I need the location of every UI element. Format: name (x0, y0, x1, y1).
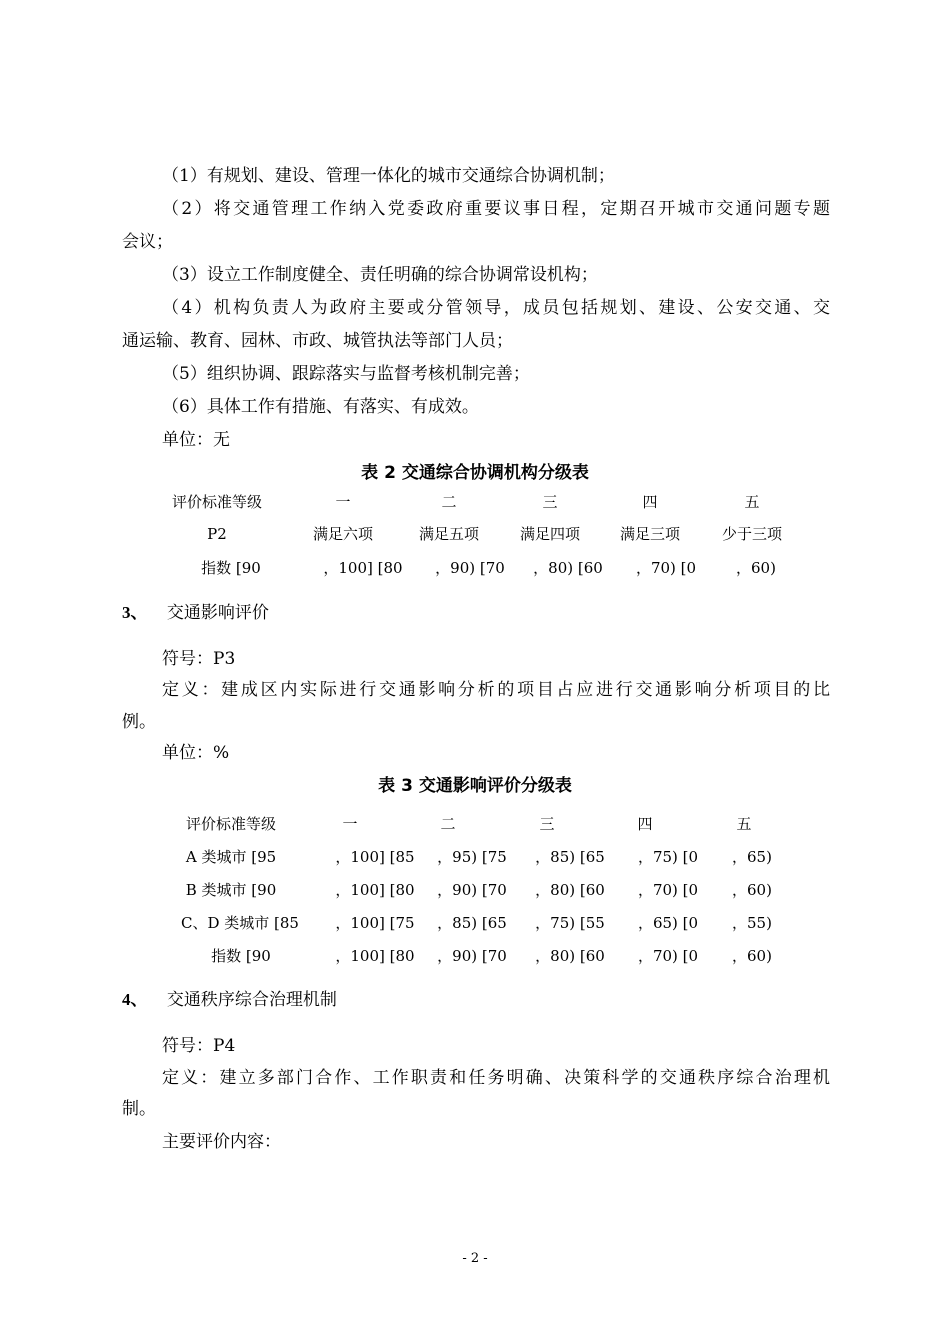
list-item-2: （2）将交通管理工作纳入党委政府重要议事日程，定期召开城市交通问题专题 (162, 199, 830, 219)
table2-cell: 少于三项 (721, 525, 782, 543)
definition-text: 定义：建立多部门合作、工作职责和任务明确、决策科学的交通秩序综合治理机 (162, 1068, 830, 1088)
definition-text: 定义：建成区内实际进行交通影响分析的项目占应进行交通影响分析项目的比 (162, 680, 830, 700)
table3-cell: ，70) [0 (637, 947, 699, 965)
list-item-2-cont: 会议； (122, 232, 173, 252)
table3-cell: C、D 类城市 [85 (181, 914, 299, 932)
table3-cell: ，80) [60 (535, 881, 605, 899)
table3-header-cell: 评价标准等级 (185, 815, 276, 833)
table3-header-cell: 五 (736, 815, 752, 833)
list-item-1: （1）有规划、建设、管理一体化的城市交通综合协调机制； (162, 166, 615, 186)
table3-cell: ，80) [60 (535, 947, 605, 965)
list-item-5: （5）组织协调、跟踪落实与监督考核机制完善； (162, 364, 530, 384)
table3-cell: ，75) [0 (637, 848, 699, 866)
table2-cell: 满足六项 (312, 525, 373, 543)
section-heading (122, 602, 269, 624)
table3-cell: ，60) (732, 881, 772, 899)
table2-cell: 满足四项 (519, 525, 580, 543)
table3-cell: ，65) (732, 848, 772, 866)
table3-header-cell: 四 (637, 815, 653, 833)
table3-cell: ，85) [65 (535, 848, 605, 866)
table3-header-cell: 一 (342, 815, 358, 833)
table3-cell: ，55) (732, 914, 772, 932)
section-number: 4、 (122, 990, 148, 1009)
table2-cell: ，100] [80 (323, 559, 403, 577)
table3-cell: ，65) [0 (637, 914, 699, 932)
list-item-3: （3）设立工作制度健全、责任明确的综合协调常设机构； (162, 265, 598, 285)
table2-header-cell: 三 (542, 493, 558, 511)
table2-cell: 满足三项 (619, 525, 680, 543)
list-item-6: （6）具体工作有措施、有落实、有成效。 (162, 397, 479, 417)
unit-label: 单位：% (162, 743, 230, 763)
table2-cell: 指数 [90 (201, 559, 261, 577)
table3-header-cell: 二 (440, 815, 456, 833)
definition-text-cont: 制。 (122, 1099, 156, 1119)
table3-cell: B 类城市 [90 (185, 881, 277, 899)
section-title: 交通秩序综合治理机制 (166, 990, 337, 1010)
table2-header-cell: 评价标准等级 (171, 493, 262, 511)
definition-text-cont: 例。 (122, 712, 156, 732)
table2-caption: 表 2 交通综合协调机构分级表 (361, 463, 589, 483)
content-label: 主要评价内容： (162, 1132, 281, 1152)
table3-header-cell: 三 (539, 815, 555, 833)
table2-cell: 满足五项 (418, 525, 479, 543)
table3-caption: 表 3 交通影响评价分级表 (378, 776, 572, 796)
table3-cell: ，100] [80 (335, 881, 415, 899)
table2-cell: ，80) [60 (533, 559, 603, 577)
section-heading (122, 989, 337, 1011)
table3-cell: ，85) [65 (437, 914, 507, 932)
symbol-label: 符号：P4 (162, 1036, 236, 1056)
table2-header-cell: 一 (335, 493, 351, 511)
unit-label: 单位：无 (162, 430, 230, 450)
section-title: 交通影响评价 (166, 603, 269, 623)
table3-cell: ，75) [55 (535, 914, 605, 932)
table2-cell: P2 (207, 525, 227, 543)
table3-cell: ，100] [75 (335, 914, 415, 932)
table3-cell: ，70) [0 (637, 881, 699, 899)
table2-cell: ，60) (736, 559, 776, 577)
table2-cell: ，70) [0 (635, 559, 697, 577)
table2-header-cell: 二 (441, 493, 457, 511)
list-item-4: （4）机构负责人为政府主要或分管领导，成员包括规划、建设、公安交通、交 (162, 298, 830, 318)
table3-cell: ，60) (732, 947, 772, 965)
table3-cell: ，100] [80 (335, 947, 415, 965)
table2-header-cell: 五 (744, 493, 760, 511)
table2-header-cell: 四 (642, 493, 658, 511)
section-number: 3、 (122, 603, 148, 622)
table2-cell: ，90) [70 (435, 559, 505, 577)
table3-cell: ，90) [70 (437, 881, 507, 899)
table3-cell: ，100] [85 (335, 848, 415, 866)
table3-cell: ，90) [70 (437, 947, 507, 965)
symbol-label: 符号：P3 (162, 649, 236, 669)
table3-cell: 指数 [90 (211, 947, 271, 965)
page-number: - 2 - (462, 1251, 488, 1266)
table3-cell: ，95) [75 (437, 848, 507, 866)
list-item-4-cont: 通运输、教育、园林、市政、城管执法等部门人员； (122, 331, 513, 351)
table3-cell: A 类城市 [95 (185, 848, 277, 866)
